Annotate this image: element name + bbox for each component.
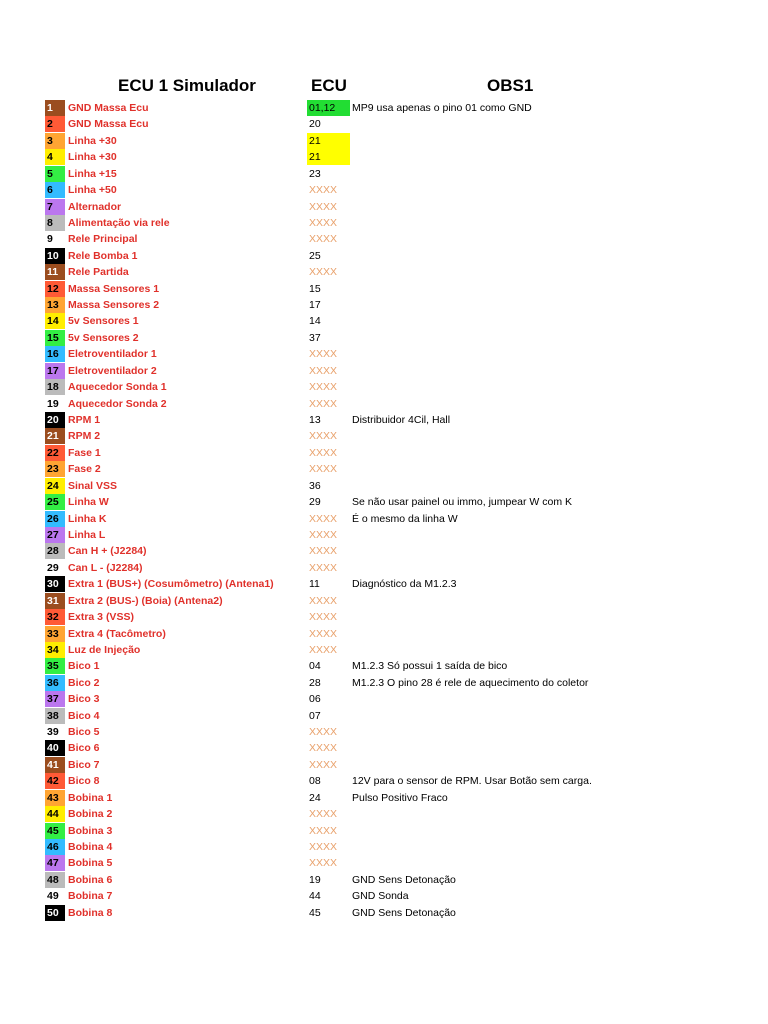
ecu-pin: XXXX — [309, 446, 338, 459]
ecu-pin: 08 — [309, 775, 321, 788]
pin-number: 34 — [45, 642, 65, 658]
pin-label: Linha L — [68, 528, 106, 541]
ecu-pin: XXXX — [309, 627, 338, 640]
table-row — [0, 839, 768, 855]
ecu-pin: 36 — [309, 479, 321, 492]
observation: GND Sonda — [352, 890, 409, 903]
pin-number: 24 — [45, 478, 65, 494]
ecu-pin: 45 — [309, 906, 321, 919]
ecu-pin: XXXX — [309, 233, 338, 246]
ecu-pin: 25 — [309, 249, 321, 262]
pin-number: 48 — [45, 872, 65, 888]
pin-number: 36 — [45, 675, 65, 691]
pin-number: 19 — [45, 396, 65, 412]
ecu-pin: XXXX — [309, 381, 338, 394]
pin-label: Bobina 3 — [68, 824, 113, 837]
pin-label: Linha +50 — [68, 184, 117, 197]
table-row — [0, 609, 768, 625]
ecu-pin: 14 — [309, 315, 321, 328]
pin-label: Sinal VSS — [68, 479, 118, 492]
pin-number: 7 — [45, 199, 65, 215]
table-row — [0, 445, 768, 461]
pin-label: Bico 8 — [68, 775, 100, 788]
ecu-pin: 01,12 — [307, 100, 350, 116]
ecu-pin: 21 — [307, 133, 350, 149]
ecu-pin: 04 — [309, 660, 321, 673]
pin-number: 39 — [45, 724, 65, 740]
table-row — [0, 396, 768, 412]
ecu-pin: 07 — [309, 709, 321, 722]
ecu-pin: 24 — [309, 791, 321, 804]
pin-label: Eletroventilador 2 — [68, 364, 157, 377]
table-row — [0, 149, 768, 165]
ecu-pin: XXXX — [309, 200, 338, 213]
pin-label: Aquecedor Sonda 2 — [68, 397, 167, 410]
pin-number: 8 — [45, 215, 65, 231]
pin-label: Linha K — [68, 512, 107, 525]
table-row — [0, 511, 768, 527]
pin-label: Rele Partida — [68, 266, 129, 279]
pin-label: Bobina 6 — [68, 873, 113, 886]
column-title-obs: OBS1 — [487, 76, 534, 95]
pin-number: 13 — [45, 297, 65, 313]
pin-label: Bobina 4 — [68, 840, 113, 853]
pin-number: 50 — [45, 905, 65, 921]
table-row — [0, 461, 768, 477]
pin-label: Linha +30 — [68, 151, 117, 164]
table-row — [0, 412, 768, 428]
ecu-pin: XXXX — [309, 742, 338, 755]
table-row — [0, 199, 768, 215]
pin-number: 23 — [45, 461, 65, 477]
table-row — [0, 708, 768, 724]
ecu-pin: XXXX — [309, 430, 338, 443]
table-row — [0, 593, 768, 609]
pin-label: Can H + (J2284) — [68, 545, 147, 558]
table-row — [0, 346, 768, 362]
ecu-pin: 13 — [309, 414, 321, 427]
ecu-pin: XXXX — [309, 545, 338, 558]
table-row — [0, 757, 768, 773]
ecu-pin: 21 — [307, 149, 350, 165]
pin-number: 3 — [45, 133, 65, 149]
pin-label: Fase 2 — [68, 463, 101, 476]
table-row — [0, 691, 768, 707]
pin-number: 1 — [45, 100, 65, 116]
pin-table — [0, 100, 768, 921]
ecu-pin: 44 — [309, 890, 321, 903]
pin-number: 32 — [45, 609, 65, 625]
ecu-pin: XXXX — [309, 758, 338, 771]
pin-label: Aquecedor Sonda 1 — [68, 381, 167, 394]
ecu-pin: XXXX — [309, 348, 338, 361]
ecu-pin: XXXX — [309, 594, 338, 607]
ecu-pin: XXXX — [309, 463, 338, 476]
table-row — [0, 626, 768, 642]
table-row — [0, 790, 768, 806]
ecu-pin: XXXX — [309, 216, 338, 229]
table-row — [0, 297, 768, 313]
ecu-pin: XXXX — [309, 611, 338, 624]
pin-number: 42 — [45, 773, 65, 789]
table-row — [0, 543, 768, 559]
table-row — [0, 264, 768, 280]
table-row — [0, 281, 768, 297]
observation: Diagnóstico da M1.2.3 — [352, 578, 457, 591]
ecu-pin: 11 — [309, 578, 320, 591]
ecu-pin: 28 — [309, 676, 321, 689]
pin-label: Alternador — [68, 200, 122, 213]
pin-number: 10 — [45, 248, 65, 264]
pin-number: 15 — [45, 330, 65, 346]
table-row — [0, 116, 768, 132]
pin-number: 28 — [45, 543, 65, 559]
ecu-pin: XXXX — [309, 840, 338, 853]
pin-label: RPM 2 — [68, 430, 101, 443]
table-row — [0, 330, 768, 346]
table-row — [0, 576, 768, 592]
pin-number: 37 — [45, 691, 65, 707]
column-title-simulator: ECU 1 Simulador — [118, 76, 256, 95]
table-row — [0, 428, 768, 444]
observation: Distribuidor 4Cil, Hall — [352, 414, 451, 427]
ecu-pin: 23 — [309, 167, 321, 180]
pin-label: Massa Sensores 1 — [68, 282, 160, 295]
ecu-pin: 06 — [309, 693, 321, 706]
pin-number: 2 — [45, 116, 65, 132]
pin-label: 5v Sensores 2 — [68, 331, 139, 344]
observation: Pulso Positivo Fraco — [352, 791, 448, 804]
observation: MP9 usa apenas o pino 01 como GND — [352, 102, 532, 114]
pin-number: 6 — [45, 182, 65, 198]
table-header — [0, 76, 768, 98]
observation: GND Sens Detonação — [352, 873, 456, 886]
pin-number: 45 — [45, 823, 65, 839]
ecu-pin: 19 — [309, 873, 321, 886]
pin-label: Bico 2 — [68, 676, 100, 689]
pin-label: Alimentação via rele — [68, 216, 170, 229]
pin-label: Extra 3 (VSS) — [68, 611, 134, 624]
pin-number: 20 — [45, 412, 65, 428]
table-row — [0, 823, 768, 839]
ecu-pin: XXXX — [309, 561, 338, 574]
table-row — [0, 494, 768, 510]
pin-number: 12 — [45, 281, 65, 297]
pin-number: 11 — [45, 264, 65, 280]
pin-number: 5 — [45, 166, 65, 182]
table-row — [0, 872, 768, 888]
pin-number: 44 — [45, 806, 65, 822]
pin-label: Linha +30 — [68, 134, 117, 147]
table-row — [0, 888, 768, 904]
observation: Se não usar painel ou immo, jumpear W com K — [352, 496, 573, 509]
pin-label: 5v Sensores 1 — [68, 315, 139, 328]
pin-number: 35 — [45, 658, 65, 674]
pin-number: 14 — [45, 313, 65, 329]
pin-number: 40 — [45, 740, 65, 756]
table-row — [0, 675, 768, 691]
table-row — [0, 642, 768, 658]
ecu-pin: XXXX — [309, 266, 338, 279]
pin-number: 9 — [45, 231, 65, 247]
table-row — [0, 313, 768, 329]
ecu-pin: XXXX — [309, 528, 338, 541]
table-row — [0, 773, 768, 789]
pin-label: Bico 6 — [68, 742, 100, 755]
pin-number: 29 — [45, 560, 65, 576]
ecu-pin: XXXX — [309, 512, 338, 525]
pin-label: Bobina 7 — [68, 890, 113, 903]
pin-label: RPM 1 — [68, 414, 101, 427]
ecu-pin: XXXX — [309, 857, 338, 870]
pin-label: GND Massa Ecu — [68, 102, 149, 114]
pin-label: Bobina 1 — [68, 791, 113, 804]
pin-number: 43 — [45, 790, 65, 806]
table-row — [0, 740, 768, 756]
pin-label: Luz de Injeção — [68, 643, 141, 656]
pin-label: Extra 4 (Tacômetro) — [68, 627, 166, 640]
ecu-pin: XXXX — [309, 824, 338, 837]
table-row — [0, 905, 768, 921]
table-row — [0, 182, 768, 198]
table-row — [0, 855, 768, 871]
table-row — [0, 166, 768, 182]
pin-label: Bobina 2 — [68, 808, 113, 821]
ecu-pin: 17 — [309, 299, 321, 312]
pin-label: Bico 1 — [68, 660, 100, 673]
pin-number: 33 — [45, 626, 65, 642]
pin-label: Bobina 5 — [68, 857, 113, 870]
pin-number: 41 — [45, 757, 65, 773]
ecu-pin: XXXX — [309, 643, 338, 656]
pin-label: Eletroventilador 1 — [68, 348, 157, 361]
pin-number: 25 — [45, 494, 65, 510]
table-row — [0, 248, 768, 264]
pin-number: 26 — [45, 511, 65, 527]
column-title-ecu: ECU — [311, 76, 347, 95]
table-row — [0, 527, 768, 543]
pin-number: 17 — [45, 363, 65, 379]
pin-number: 49 — [45, 888, 65, 904]
pin-number: 27 — [45, 527, 65, 543]
pin-label: Bico 4 — [68, 709, 100, 722]
table-row — [0, 363, 768, 379]
pin-label: Extra 2 (BUS-) (Boia) (Antena2) — [68, 594, 223, 607]
pin-label: Fase 1 — [68, 446, 101, 459]
table-row — [0, 806, 768, 822]
pin-label: Bobina 8 — [68, 906, 113, 919]
pin-label: GND Massa Ecu — [68, 118, 149, 131]
table-row — [0, 658, 768, 674]
ecu-pin: 37 — [309, 331, 321, 344]
pin-label: Linha +15 — [68, 167, 117, 180]
pin-label: Bico 3 — [68, 693, 100, 706]
observation: M1.2.3 Só possui 1 saída de bico — [352, 660, 508, 673]
ecu-pin: 29 — [309, 496, 321, 509]
observation: GND Sens Detonação — [352, 906, 456, 919]
pin-label: Bico 7 — [68, 758, 100, 771]
ecu-pin: XXXX — [309, 397, 338, 410]
pin-label: Rele Principal — [68, 233, 138, 246]
observation: 12V para o sensor de RPM. Usar Botão sem carga. — [352, 775, 592, 788]
pin-label: Extra 1 (BUS+) (Cosumômetro) (Antena1) — [68, 578, 274, 591]
pin-number: 30 — [45, 576, 65, 592]
pin-number: 46 — [45, 839, 65, 855]
pin-number: 22 — [45, 445, 65, 461]
ecu-pin: 20 — [309, 118, 321, 131]
table-row — [0, 100, 768, 116]
table-row — [0, 215, 768, 231]
observation: M1.2.3 O pino 28 é rele de aquecimento do coletor — [352, 676, 589, 689]
pin-label: Can L - (J2284) — [68, 561, 143, 574]
ecu-pin: XXXX — [309, 726, 338, 739]
pin-label: Rele Bomba 1 — [68, 249, 138, 262]
table-row — [0, 379, 768, 395]
table-row — [0, 133, 768, 149]
pin-number: 47 — [45, 855, 65, 871]
table-row — [0, 560, 768, 576]
pin-number: 21 — [45, 428, 65, 444]
pin-number: 16 — [45, 346, 65, 362]
pin-label: Massa Sensores 2 — [68, 299, 160, 312]
pin-label: Bico 5 — [68, 726, 100, 739]
pin-number: 4 — [45, 149, 65, 165]
table-row — [0, 478, 768, 494]
pin-number: 31 — [45, 593, 65, 609]
ecu-pin: XXXX — [309, 184, 338, 197]
pin-number: 38 — [45, 708, 65, 724]
observation: É o mesmo da linha W — [352, 512, 458, 525]
table-row — [0, 724, 768, 740]
table-row — [0, 231, 768, 247]
ecu-pin: XXXX — [309, 808, 338, 821]
ecu-pin: 15 — [309, 282, 321, 295]
pin-number: 18 — [45, 379, 65, 395]
ecu-pin: XXXX — [309, 364, 338, 377]
pin-label: Linha W — [68, 496, 109, 509]
